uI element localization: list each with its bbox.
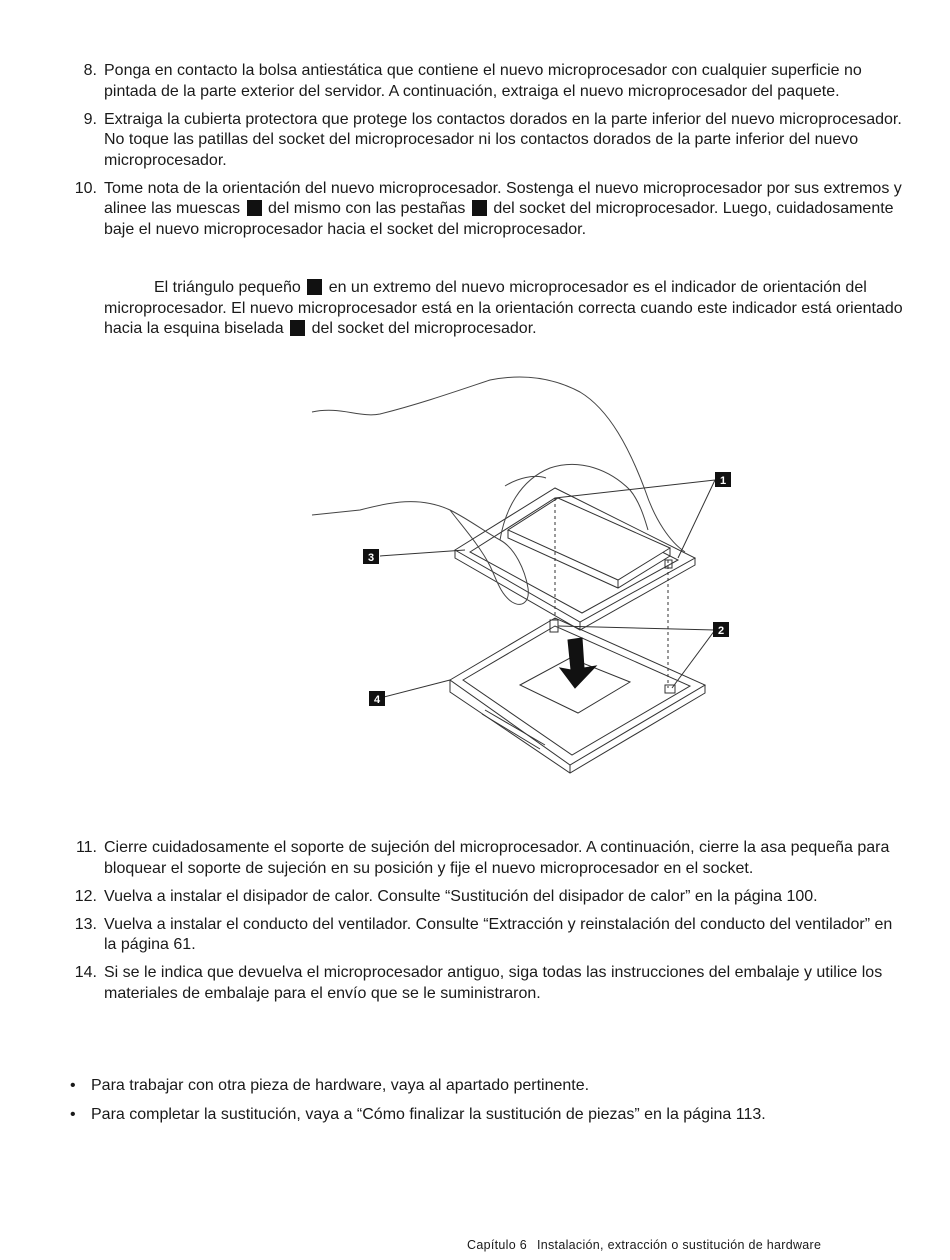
installation-illustration <box>300 370 740 780</box>
step-number: 13. <box>74 915 97 933</box>
step-number: 11. <box>75 839 97 856</box>
callout-4 <box>369 691 385 706</box>
callout-2 <box>713 622 729 637</box>
callout-3-label: 3 <box>367 552 375 564</box>
processor-chip <box>455 488 695 630</box>
callout-2-marker-icon <box>472 200 487 216</box>
orientation-note <box>104 278 904 340</box>
step-text: Ponga en contacto la bolsa antiestática que contiene el nuevo microprocesador con cualquier superficie no pintada de la parte exterior del servidor. A continuación, extraiga el nuevo microprocesador del paquete. <box>104 62 862 100</box>
callout-4-label: 4 <box>373 694 381 706</box>
note-text-a: El triángulo pequeño <box>154 279 301 296</box>
note-text-b: en un extremo del nuevo microprocesador es el indicador de orientación del microprocesador. El nuevo microprocesador está en la orientación correcta cuando este indicador está orientado hacia la esquina biselada <box>104 279 903 337</box>
step-11 <box>66 838 906 879</box>
bullet-text: Para completar la sustitución, vaya a “Cómo finalizar la sustitución de piezas” en la página 113. <box>91 1105 766 1123</box>
step-text: Vuelva a instalar el disipador de calor. Consulte “Sustitución del disipador de calor” en la página 100. <box>104 887 818 905</box>
callout-3 <box>363 549 379 564</box>
callout-4-marker-icon <box>290 320 305 336</box>
procedure-steps-bottom <box>66 838 906 1012</box>
next-steps-list <box>70 1076 910 1133</box>
callout-1-marker-icon <box>247 200 262 216</box>
step-number: 10. <box>74 179 97 197</box>
step-number: 12. <box>74 887 97 905</box>
footer-chapter: Capítulo 6 <box>467 1238 527 1252</box>
callout-1 <box>715 472 731 487</box>
step-text: Cierre cuidadosamente el soporte de sujeción del microprocesador. A continuación, cierre la asa pequeña para bloquear el soporte de sujeción en su posición y fije el nuevo microprocesador en el socket. <box>104 839 890 877</box>
step-number: 14. <box>74 964 97 981</box>
page-footer <box>467 1238 821 1252</box>
list-item <box>70 1076 910 1097</box>
step-text: Extraiga la cubierta protectora que protege los contactos dorados en la parte inferior del nuevo microprocesador. No toque las patillas del socket del microprocesador ni los contactos dorados de la parte inferior del nuevo microprocesador. <box>104 110 902 169</box>
footer-title: Instalación, extracción o sustitución de hardware <box>536 1238 822 1252</box>
bullet-icon: • <box>70 1077 76 1094</box>
microprocessor-installation-figure <box>300 370 740 780</box>
list-item <box>70 1105 910 1126</box>
callout-2-label: 2 <box>717 625 725 637</box>
callout-1-label: 1 <box>719 475 727 487</box>
step-text: Vuelva a instalar el conducto del ventilador. Consulte “Extracción y reinstalación del conducto del ventilador” en la página 61. <box>104 915 893 953</box>
step-12 <box>66 887 906 908</box>
step-9 <box>66 110 906 172</box>
step-number: 9. <box>83 110 97 128</box>
callout-3-marker-icon <box>307 279 322 295</box>
step-10 <box>66 179 906 241</box>
step-text: Si se le indica que devuelva el microprocesador antiguo, siga todas las instrucciones del embalaje y utilice los materiales de embalaje para el envío que se le suministraron. <box>104 964 883 1002</box>
step-text-part-a: Tome nota de la orientación del nuevo microprocesador. Sostenga el nuevo microprocesador por sus extremos y alinee las muescas <box>104 179 902 217</box>
bullet-text: Para trabajar con otra pieza de hardware, vaya al apartado pertinente. <box>91 1077 590 1094</box>
step-8 <box>66 61 906 102</box>
step-text-part-c: del socket del microprocesador. Luego, cuidadosamente baje el nuevo microprocesador hacia el socket del microprocesador. <box>104 200 894 238</box>
bullet-icon: • <box>70 1105 76 1123</box>
step-number: 8. <box>83 62 97 79</box>
step-text-part-b: del mismo con las pestañas <box>267 200 466 217</box>
note-text-c: del socket del microprocesador. <box>311 320 537 337</box>
step-14 <box>66 963 906 1004</box>
procedure-steps-top <box>66 61 906 248</box>
step-13 <box>66 915 906 956</box>
